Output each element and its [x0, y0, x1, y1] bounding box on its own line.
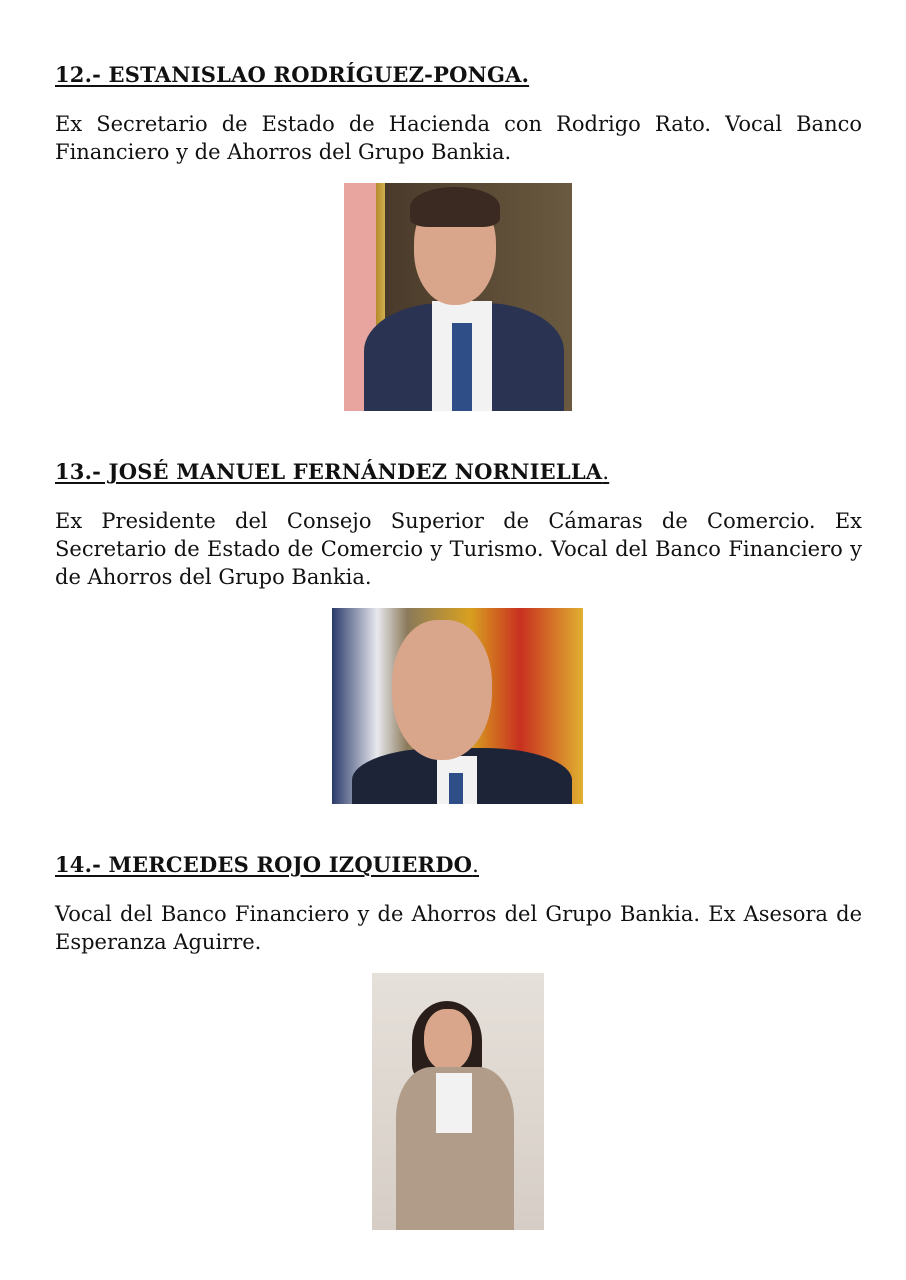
portrait-photo-fernandez-norniella — [332, 608, 583, 804]
portrait-photo-rojo-izquierdo — [372, 973, 544, 1230]
heading-suffix: . — [602, 460, 610, 484]
section-text-13: Ex Presidente del Consejo Superior de Cámaras de Comercio. Ex Secretario de Estado de Comercio y Turismo. Vocal del Banco Financiero y de Ahorros del Grupo Bankia. — [55, 509, 862, 589]
section-text-12: Ex Secretario de Estado de Hacienda con Rodrigo Rato. Vocal Banco Financiero y de Ahorros del Grupo Bankia. — [55, 112, 862, 164]
section-heading-14 — [55, 852, 479, 877]
section-heading-12: 12.- ESTANISLAO RODRÍGUEZ-PONGA. — [55, 62, 530, 87]
heading-text: 14.- MERCEDES ROJO IZQUIERDO — [55, 852, 473, 877]
portrait-photo-rodriguez-ponga — [344, 183, 572, 411]
heading-suffix: . — [472, 853, 480, 877]
heading-text: 13.- JOSÉ MANUEL FERNÁNDEZ NORNIELLA — [55, 459, 603, 484]
section-text-14: Vocal del Banco Financiero y de Ahorros del Grupo Bankia. Ex Asesora de Esperanza Aguirre. — [55, 902, 862, 954]
section-heading-13 — [55, 459, 609, 484]
